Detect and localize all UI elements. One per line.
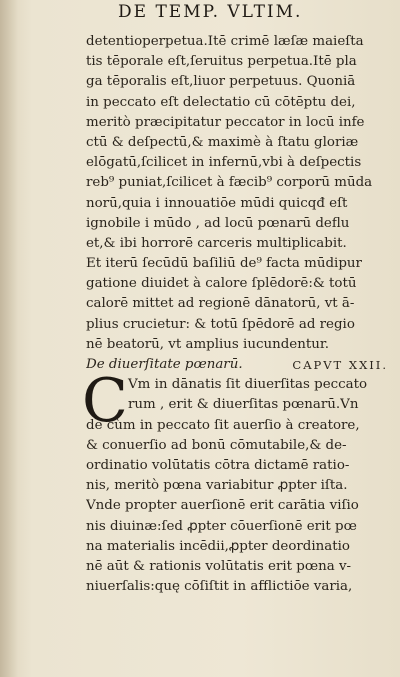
text-line: & conuerſio ad bonū cōmutabile,& de- (86, 437, 347, 453)
text-line: in peccato eſt delectatio cū cōtēptu dei, (86, 94, 356, 110)
paragraph-top (86, 32, 392, 355)
text-line: plius crucietur: & totū ſpēdorē ad regio (86, 316, 355, 332)
text-line: detentioperpetua.Itē crimē læſæ maieſta (86, 34, 364, 49)
gutter-shadow (0, 0, 18, 677)
text-line: nē beatorū, vt amplius iucundentur. (86, 336, 330, 352)
text-line: calorē mittet ad regionē dānatorū, vt ā- (86, 296, 355, 312)
paragraph-bottom (86, 416, 392, 598)
chapter-number: CAPVT XXII. (292, 358, 388, 372)
text-line: nis diuinæ:ſed ꝓpter cōuerſionē erit pœ (86, 518, 357, 534)
text-line: nē aūt & rationis volūtatis erit pœna v- (86, 558, 352, 574)
text-line: et,& ibi horrorē carceris multiplicabit. (86, 235, 347, 251)
text-line: ctū & deſpectū,& maximè à ſtatu gloriæ (86, 134, 359, 150)
chapter-heading (86, 355, 392, 375)
text-line: reb⁹ puniat,ſcilicet à fæcib⁹ corporū mūda (86, 175, 373, 191)
text-line: rum , erit & diuerſitas pœnarū.Vn (128, 397, 359, 413)
text-block (82, 32, 392, 597)
running-head: DE TEMP. VLTIM. (118, 2, 303, 22)
text-line: nis, meritò pœna variabitur ꝓpter iſta. (86, 478, 348, 494)
text-line: de cùm in peccato ſit auerſio à creatore, (86, 417, 360, 433)
text-line: Vm in dānatis ſit diuerſitas peccato (128, 377, 368, 393)
text-line: ignobile i mūdo , ad locū pœnarū deflu (86, 215, 350, 231)
text-line: ga tēporalis eſt,liuor perpetuus. Quoniā (86, 74, 356, 90)
text-line: na materialis incēdii,ꝓpter deordinatio (86, 538, 350, 554)
text-line: norū,quia i innouatiōe mūdi quicqđ eſt (86, 195, 348, 211)
text-line: meritò præcipitatur peccator in locū infe (86, 114, 365, 130)
text-line: ordinatio volūtatis cōtra dictamē ratio- (86, 457, 350, 473)
text-line: gatione diuidet à calore ſplēdorē:& totū (86, 276, 357, 292)
chapter-title: De diuerſitate pœnarū. (86, 357, 243, 372)
text-line: tis tēporale eſt,ſeruitus perpetua.Itē pla (86, 54, 357, 70)
text-line: elōgatū,ſcilicet in infernū,vbi à deſpectis (86, 155, 362, 171)
text-line: Vnde propter auerſionē erit carātia viſio (86, 498, 359, 514)
text-line: niuerſalis:quę cōſiſtit in afflictiōe varia, (86, 579, 353, 595)
text-line: Et iterū ſecūdū baſiliū de⁹ facta mūdipur (86, 256, 362, 272)
drop-cap-initial: C (82, 366, 128, 437)
